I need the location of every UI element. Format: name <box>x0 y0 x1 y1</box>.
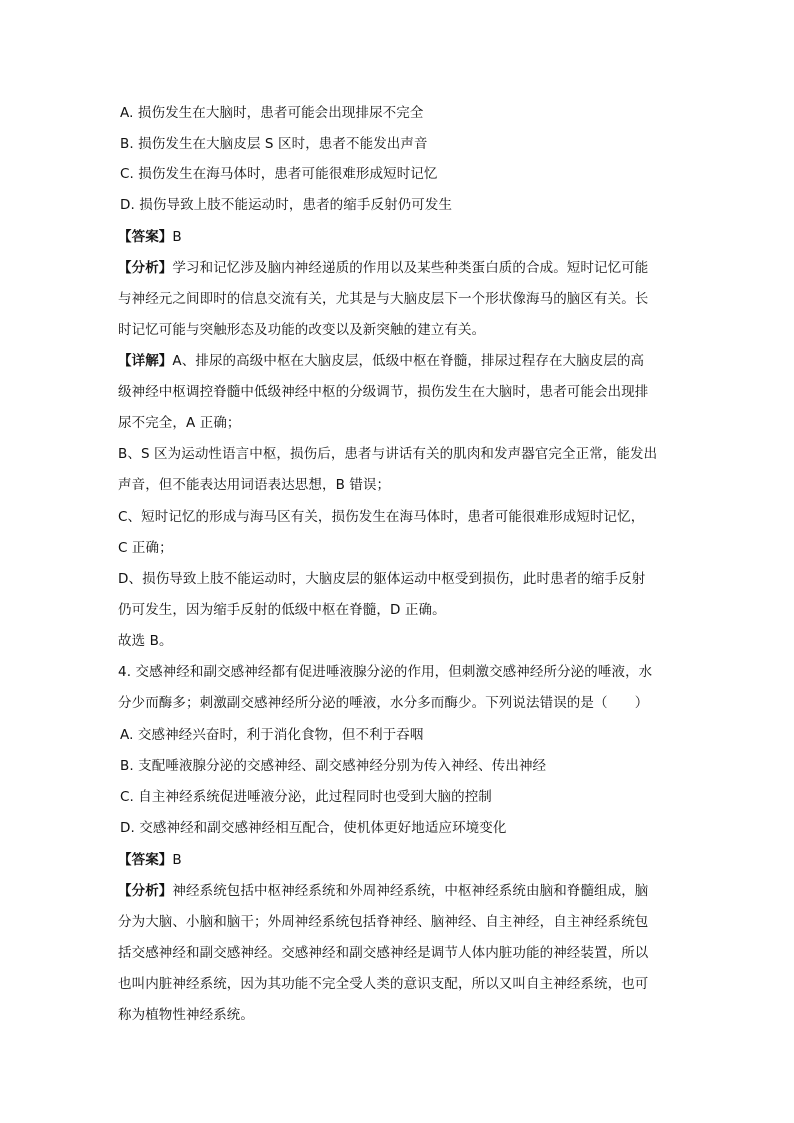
q4-stem-line: 分少而酶多；刺激副交感神经所分泌的唾液，水分多而酶少。下列说法错误的是（ ） <box>118 695 649 711</box>
q3-detail-line: B、S 区为运动性语言中枢，损伤后，患者与讲话有关的肌肉和发声器官完全正常，能发出 <box>118 446 658 462</box>
q4-analysis-line: 也叫内脏神经系统，因为其功能不完全受人类的意识支配，所以又叫自主神经系统，也可 <box>118 976 649 992</box>
q4-analysis-line <box>118 882 678 900</box>
q4-analysis-line: 称为植物性神经系统。 <box>118 1007 254 1023</box>
q3-detail-line: C、短时记忆的形成与海马区有关，损伤发生在海马体时，患者可能很难形成短时记忆， <box>118 509 645 525</box>
analysis-text: 学习和记忆涉及脑内神经递质的作用以及某些种类蛋白质的合成。短时记忆可能 <box>172 260 649 276</box>
q3-detail-line: 声音，但不能表达用词语表达思想，B 错误； <box>118 477 391 493</box>
q4-analysis-line: 分为大脑、小脑和脑干；外周神经系统包括脊神经、脑神经、自主神经，自主神经系统包 <box>118 914 649 930</box>
q3-detail-line: C 正确； <box>118 540 173 556</box>
answer-tag: 【答案】 <box>118 229 173 245</box>
q3-analysis-line <box>118 259 678 277</box>
analysis-tag: 【分析】 <box>118 260 173 276</box>
q4-answer <box>118 851 678 869</box>
answer-value: B <box>172 852 182 868</box>
answer-value: B <box>172 229 182 245</box>
q4-option-c: C. 自主神经系统促进唾液分泌，此过程同时也受到大脑的控制 <box>120 789 492 805</box>
q4-option-a: A. 交感神经兴奋时，利于消化食物，但不利于吞咽 <box>120 727 424 743</box>
q3-detail-line: 仍可发生，因为缩手反射的低级中枢在脊髓，D 正确。 <box>118 602 446 618</box>
analysis-text: 神经系统包括中枢神经系统和外周神经系统，中枢神经系统由脑和脊髓组成，脑 <box>172 883 649 899</box>
q3-analysis-line: 时记忆可能与突触形态及功能的改变以及新突触的建立有关。 <box>118 322 486 338</box>
q3-detail-line <box>118 352 678 370</box>
q3-option-a: A. 损伤发生在大脑时，患者可能会出现排尿不完全 <box>120 105 424 121</box>
detail-tag: 【详解】 <box>118 353 173 369</box>
q3-option-d: D. 损伤导致上肢不能运动时，患者的缩手反射仍可发生 <box>120 197 453 213</box>
q3-detail-line: 尿不完全，A 正确； <box>118 415 241 431</box>
q3-detail-line: 级神经中枢调控脊髓中低级神经中枢的分级调节，损伤发生在大脑时，患者可能会出现排 <box>118 384 649 400</box>
q3-answer <box>118 228 678 246</box>
q3-detail-line: D、损伤导致上肢不能运动时，大脑皮层的躯体运动中枢受到损伤，此时患者的缩手反射 <box>118 571 646 587</box>
q3-option-c: C. 损伤发生在海马体时，患者可能很难形成短时记忆 <box>120 166 438 182</box>
detail-text: A、排尿的高级中枢在大脑皮层，低级中枢在脊髓，排尿过程存在大脑皮层的高 <box>172 353 645 369</box>
answer-tag: 【答案】 <box>118 852 173 868</box>
q3-conclusion: 故选 B。 <box>118 633 173 649</box>
q3-analysis-line: 与神经元之间即时的信息交流有关，尤其是与大脑皮层下一个形状像海马的脑区有关。长 <box>118 291 649 307</box>
q4-option-b: B. 支配唾液腺分泌的交感神经、副交感神经分别为传入神经、传出神经 <box>120 758 547 774</box>
q4-analysis-line: 括交感神经和副交感神经。交感神经和副交感神经是调节人体内脏功能的神经装置，所以 <box>118 945 649 961</box>
q4-stem-line: 4. 交感神经和副交感神经都有促进唾液腺分泌的作用，但刺激交感神经所分泌的唾液，水 <box>118 664 653 680</box>
q4-option-d: D. 交感神经和副交感神经相互配合，使机体更好地适应环境变化 <box>120 820 507 836</box>
analysis-tag: 【分析】 <box>118 883 173 899</box>
q3-option-b: B. 损伤发生在大脑皮层 S 区时，患者不能发出声音 <box>120 136 428 152</box>
